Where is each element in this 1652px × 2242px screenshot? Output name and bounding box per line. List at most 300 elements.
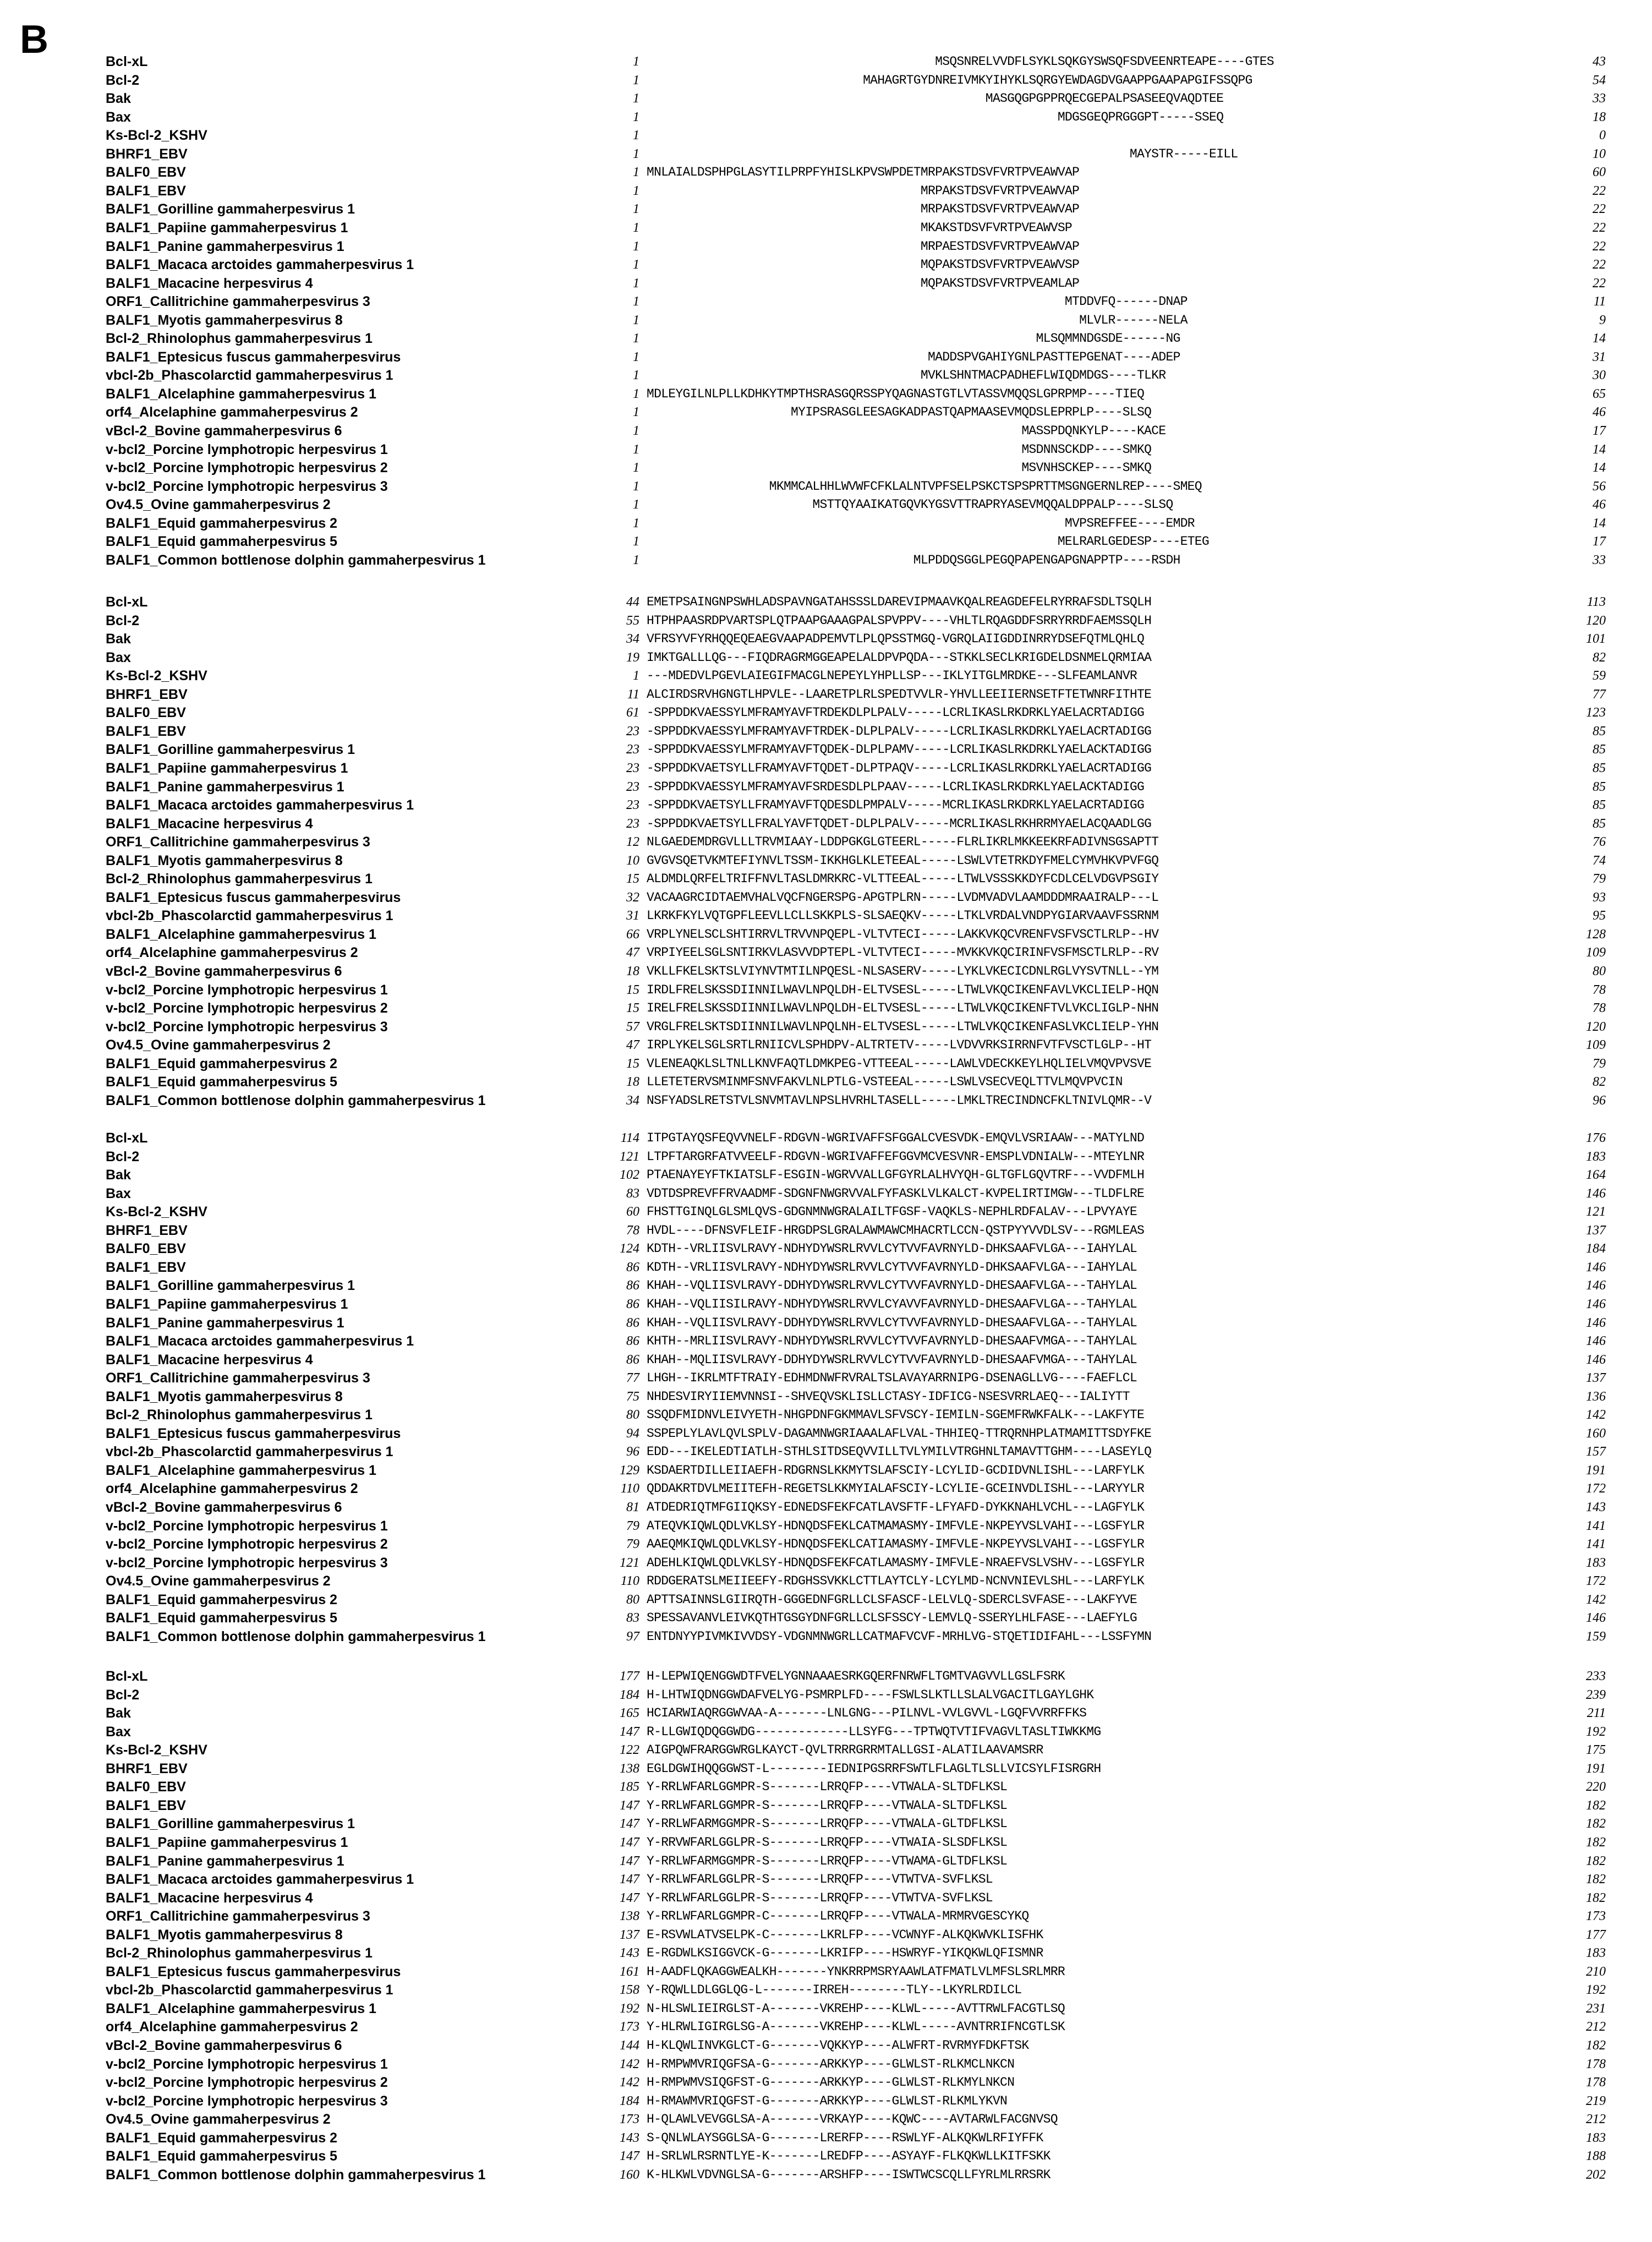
start-position: 31 (626, 909, 639, 923)
alignment-row (0, 1425, 1652, 1443)
alignment-row (0, 1760, 1652, 1778)
species-name: v-bcl2_Porcine lymphotropic herpesvirus 3 (106, 1019, 388, 1035)
species-name: Ks-Bcl-2_KSHV (106, 1204, 207, 1220)
sequence: ---MDEDVLPGEVLAIEGIFMACGLNEPEYLYHPLLSP---IKLYITGLMRDKE---SLFEAMLANVR (647, 669, 1137, 683)
start-position: 1 (633, 146, 639, 161)
end-position: 85 (1593, 724, 1606, 739)
sequence: LLETETERVSMINMFSNVFAKVLNLPTLG-VSTEEAL-----LSWLVSECVEQLTTVLMQVPVCIN (647, 1075, 1123, 1090)
end-position: 160 (1586, 1426, 1606, 1441)
start-position: 1 (633, 183, 639, 198)
sequence: MNLAIALDSPHPGLASYTILPRPFYHISLKPVSWPDETMRPAKSTDSVFVRTPVEAWVAP (647, 165, 1080, 180)
alignment-row (0, 1462, 1652, 1480)
end-position: 137 (1586, 1371, 1606, 1386)
sequence: -SPPDDKVAETSYLLFRALYAVFTQDET-DLPLPALV-----MCRLIKASLRKHRRMYAELACQAADLGG (647, 816, 1152, 831)
alignment-row (0, 293, 1652, 311)
start-position: 23 (626, 724, 639, 739)
species-name: Bcl-2 (106, 1149, 140, 1164)
species-name: vbcl-2b_Phascolarctid gammaherpesvirus 1 (106, 1444, 393, 1460)
species-name: ORF1_Callitrichine gammaherpesvirus 3 (106, 1909, 370, 1924)
sequence: RDDGERATSLMEIIEEFY-RDGHSSVKKLCTTLAYTCLY-LCYLMD-NCNVNIEVLSHL---LARFYLK (647, 1574, 1145, 1589)
species-name: v-bcl2_Porcine lymphotropic herpesvirus 2 (106, 2075, 388, 2091)
species-name: orf4_Alcelaphine gammaherpesvirus 2 (106, 1481, 358, 1497)
start-position: 86 (626, 1278, 639, 1293)
sequence: H-QLAWLVEVGGLSA-A-------VRKAYP----KQWC----AVTARWLFACGNVSQ (647, 2112, 1058, 2127)
end-position: 17 (1593, 534, 1606, 549)
end-position: 79 (1593, 1056, 1606, 1071)
start-position: 23 (626, 761, 639, 775)
alignment-row (0, 1480, 1652, 1498)
alignment-row (0, 1591, 1652, 1609)
alignment-row (0, 1907, 1652, 1926)
start-position: 86 (626, 1260, 639, 1275)
species-name: Bax (106, 1724, 131, 1740)
start-position: 143 (620, 2130, 639, 2145)
species-name: BALF1_Myotis gammaherpesvirus 8 (106, 852, 343, 868)
end-position: 9 (1599, 313, 1606, 327)
alignment-row (0, 1778, 1652, 1796)
end-position: 146 (1586, 1611, 1606, 1626)
species-name: Bcl-2 (106, 613, 140, 628)
sequence: IMKTGALLLQG---FIQDRAGRMGGEAPELALDPVPQDA---STKKLSECLKRIGDELDSNMELQRMIAA (647, 650, 1152, 665)
species-name: Ks-Bcl-2_KSHV (106, 128, 207, 144)
alignment-row (0, 53, 1652, 71)
start-position: 147 (620, 1798, 639, 1813)
start-position: 23 (626, 742, 639, 757)
end-position: 85 (1593, 798, 1606, 813)
end-position: 159 (1586, 1629, 1606, 1644)
alignment-row (0, 630, 1652, 648)
alignment-row (0, 163, 1652, 182)
sequence: K-HLKWLVDVNGLSA-G-------ARSHFP----ISWTWCSCQLLFYRLMLRRSRK (647, 2167, 1051, 2182)
sequence: -SPPDDKVAESSYLMFRAMYAVFSRDESDLPLPAAV-----LCRLIKASLRKDRKLYAELACKTADIGG (647, 779, 1145, 794)
species-name: vbcl-2b_Phascolarctid gammaherpesvirus 1 (106, 368, 393, 384)
species-name: BALF1_Alcelaphine gammaherpesvirus 1 (106, 386, 376, 402)
start-position: 1 (633, 553, 639, 567)
end-position: 11 (1593, 294, 1606, 309)
end-position: 182 (1586, 1872, 1606, 1887)
species-name: Bax (106, 649, 131, 665)
species-name: BALF1_Common bottlenose dolphin gammaherpesvirus 1 (106, 1092, 486, 1108)
start-position: 83 (626, 1186, 639, 1201)
species-name: ORF1_Callitrichine gammaherpesvirus 3 (106, 294, 370, 310)
sequence: H-AADFLQKAGGWEALKH-------YNKRRPMSRYAAWLATFMATLVLMFSLSRLMRR (647, 1964, 1065, 1979)
alignment-row (0, 2110, 1652, 2129)
sequence: H-SRLWLRSRNTLYE-K-------LREDFP----ASYAYF-FLKQKWLLKITFSKK (647, 2149, 1051, 2164)
end-position: 120 (1586, 613, 1606, 628)
alignment-row (0, 1944, 1652, 1962)
end-position: 93 (1593, 890, 1606, 905)
alignment-row (0, 1609, 1652, 1627)
end-position: 146 (1586, 1278, 1606, 1293)
alignment-row (0, 478, 1652, 496)
sequence: SPESSAVANVLEIVKQTHTGSGYDNFGRLLCLSFSSCY-LEMVLQ-SSERYLHLFASE---LAEFYLG (647, 1611, 1137, 1626)
species-name: BALF1_Common bottlenose dolphin gammaherpesvirus 1 (106, 1628, 486, 1644)
sequence: MAHAGRTGYDNREIVMKYIHYKLSQRGYEWDAGDVGAAPPGAAPAPGIFSSQPG (647, 73, 1252, 88)
sequence: PTAENAYEYFTKIATSLF-ESGIN-WGRVVALLGFGYRLALHVYQH-GLTGFLGQVTRF---VVDFMLH (647, 1168, 1145, 1183)
alignment-row (0, 649, 1652, 667)
end-position: 22 (1593, 220, 1606, 235)
alignment-row (0, 200, 1652, 218)
end-position: 146 (1586, 1297, 1606, 1311)
alignment-row (0, 1332, 1652, 1350)
species-name: orf4_Alcelaphine gammaherpesvirus 2 (106, 2019, 358, 2035)
alignment-row (0, 1351, 1652, 1369)
start-position: 1 (633, 405, 639, 420)
species-name: Bcl-xL (106, 1669, 148, 1684)
sequence: E-RGDWLKSIGGVCK-G-------LKRIFP----HSWRYF-YIKQKWLQFISMNR (647, 1946, 1043, 1961)
species-name: BALF1_Panine gammaherpesvirus 1 (106, 779, 344, 795)
alignment-row (0, 741, 1652, 759)
alignment-row (0, 1443, 1652, 1461)
species-name: Bak (106, 1167, 131, 1183)
alignment-row (0, 870, 1652, 888)
species-name: vBcl-2_Bovine gammaherpesvirus 6 (106, 1500, 342, 1515)
end-position: 192 (1586, 1983, 1606, 1998)
end-position: 175 (1586, 1743, 1606, 1758)
alignment-row (0, 815, 1652, 833)
alignment-row (0, 275, 1652, 293)
species-name: BALF1_Papiine gammaherpesvirus 1 (106, 760, 348, 776)
species-name: Ks-Bcl-2_KSHV (106, 1742, 207, 1758)
alignment-row (0, 1314, 1652, 1332)
species-name: BALF1_EBV (106, 1797, 186, 1813)
start-position: 1 (633, 220, 639, 235)
start-position: 34 (626, 632, 639, 647)
alignment-row (0, 1815, 1652, 1833)
end-position: 31 (1593, 349, 1606, 364)
start-position: 124 (620, 1242, 639, 1256)
alignment-row (0, 1388, 1652, 1406)
sequence: Y-RRLWFARLGGLPR-S-------LRRQFP----VTWTVA-SVFLKSL (647, 1890, 993, 1905)
sequence: MLSQMMNDGSDE------NG (647, 331, 1180, 346)
sequence: ADEHLKIQWLQDLVKLSY-HDNQDSFEKFCATLAMASMY-IMFVLE-NRAEFVSLVSHV---LGSFYLR (647, 1555, 1145, 1570)
sequence: KHTH--MRLIISVLRAVY-NDHYDYWSRLRVVLCYTVVFAVRNYLD-DHESAAFVMGA---TAHYLAL (647, 1334, 1137, 1349)
end-position: 202 (1586, 2167, 1606, 2182)
sequence: MLPDDQSGGLPEGQPAPENGAPGNAPPTP----RSDH (647, 553, 1180, 567)
start-position: 1 (633, 276, 639, 291)
end-position: 14 (1593, 516, 1606, 531)
start-position: 110 (620, 1574, 639, 1589)
alignment-row (0, 704, 1652, 722)
sequence: MRPAKSTDSVFVRTPVEAWVAP (647, 202, 1080, 217)
end-position: 95 (1593, 909, 1606, 923)
alignment-row (0, 311, 1652, 330)
alignment-row (0, 496, 1652, 514)
start-position: 60 (626, 1205, 639, 1220)
end-position: 33 (1593, 91, 1606, 106)
end-position: 188 (1586, 2149, 1606, 2164)
sequence: AAEQMKIQWLQDLVKLSY-HDNQDSFEKLCATIAMASMY-IMFVLE-NKPEYVSLVAHI---LGSFYLR (647, 1537, 1145, 1552)
start-position: 1 (633, 128, 639, 143)
alignment-row (0, 515, 1652, 533)
sequence: FHSTTGINQLGLSMLQVS-GDGNMNWGRALAILTFGSF-VAQKLS-NEPHLRDFALAV---LPVYAYE (647, 1205, 1137, 1220)
start-position: 138 (620, 1909, 639, 1924)
sequence: E-RSVWLATVSELPK-C-------LKRLFP----VCWNYF-ALKQKWVKLISFHK (647, 1927, 1043, 1942)
species-name: ORF1_Callitrichine gammaherpesvirus 3 (106, 834, 370, 850)
start-position: 1 (633, 386, 639, 401)
end-position: 33 (1593, 553, 1606, 567)
sequence: IRDLFRELSKSSDIINNILWAVLNPQLDH-ELTVSESL-----LTWLVKQCIKENFAVLVKCLIELP-HQN (647, 982, 1159, 997)
sequence: MSDNNSCKDP----SMKQ (647, 442, 1152, 457)
species-name: BHRF1_EBV (106, 686, 188, 702)
species-name: vBcl-2_Bovine gammaherpesvirus 6 (106, 964, 342, 979)
end-position: 212 (1586, 2112, 1606, 2127)
sequence: LKRKFKYLVQTGPFLEEVLLCLLSKKPLS-SLSAEQKV-----LTKLVRDALVNDPYGIARVAAVFSSRNM (647, 909, 1159, 923)
end-position: 78 (1593, 1001, 1606, 1016)
alignment-row (0, 348, 1652, 367)
species-name: Ov4.5_Ovine gammaherpesvirus 2 (106, 1573, 331, 1589)
start-position: 147 (620, 1890, 639, 1905)
start-position: 15 (626, 982, 639, 997)
alignment-row (0, 2166, 1652, 2184)
end-position: 54 (1593, 73, 1606, 88)
sequence: GVGVSQETVKMTEFIYNVLTSSM-IKKHGLKLETEEAL-----LSWLVTETRKDYFMELCYMVHKVPVFGQ (647, 853, 1159, 868)
sequence: MQPAKSTDSVFVRTPVEAWVSP (647, 258, 1080, 272)
end-position: 85 (1593, 816, 1606, 831)
end-position: 22 (1593, 183, 1606, 198)
species-name: BALF1_Alcelaphine gammaherpesvirus 1 (106, 1462, 376, 1478)
sequence: MYIPSRASGLEESAGKADPASTQAPMAASEVMQDSLEPRPLP----SLSQ (647, 405, 1152, 420)
species-name: orf4_Alcelaphine gammaherpesvirus 2 (106, 945, 358, 961)
alignment-row (0, 852, 1652, 870)
species-name: Bak (106, 91, 131, 107)
sequence: MSVNHSCKEP----SMKQ (647, 461, 1152, 475)
end-position: 22 (1593, 276, 1606, 291)
alignment-row (0, 385, 1652, 403)
start-position: 158 (620, 1983, 639, 1998)
species-name: Bcl-2_Rhinolophus gammaherpesvirus 1 (106, 1945, 373, 1961)
species-name: BALF1_Macaca arctoides gammaherpesvirus 1 (106, 1333, 414, 1349)
start-position: 86 (626, 1315, 639, 1330)
start-position: 12 (626, 835, 639, 850)
species-name: Bak (106, 1705, 131, 1721)
start-position: 86 (626, 1352, 639, 1367)
alignment-row (0, 1148, 1652, 1166)
sequence: MVPSREFFEE----EMDR (647, 516, 1195, 531)
alignment-row (0, 999, 1652, 1018)
sequence: ATDEDRIQTMFGIIQKSY-EDNEDSFEKFCATLAVSFTF-LFYAFD-DYKKNAHLVCHL---LAGFYLK (647, 1500, 1145, 1514)
sequence: KDTH--VRLIISVLRAVY-NDHYDYWSRLRVVLCYTVVFAVRNYLD-DHKSAAFVLGA---IAHYLAL (647, 1242, 1137, 1256)
alignment-row (0, 1203, 1652, 1221)
species-name: BALF1_Macacine herpesvirus 4 (106, 816, 313, 832)
species-name: BALF1_Eptesicus fuscus gammaherpesvirus (106, 1964, 401, 1979)
alignment-row (0, 330, 1652, 348)
alignment-row (0, 1185, 1652, 1203)
alignment-row (0, 2092, 1652, 2110)
species-name: Bcl-2 (106, 72, 140, 88)
start-position: 137 (620, 1927, 639, 1942)
sequence: Y-RRLWFARMGGMPR-S-------LRRQFP----VTWAMA-GLTDFLKSL (647, 1853, 1008, 1868)
species-name: BALF1_Equid gammaherpesvirus 2 (106, 1056, 337, 1071)
species-name: BALF1_Panine gammaherpesvirus 1 (106, 1853, 344, 1869)
species-name: Ks-Bcl-2_KSHV (106, 668, 207, 684)
sequence: MASSPDQNKYLP----KACE (647, 424, 1166, 438)
species-name: BALF1_Alcelaphine gammaherpesvirus 1 (106, 2000, 376, 2016)
end-position: 142 (1586, 1408, 1606, 1423)
species-name: BALF1_Papiine gammaherpesvirus 1 (106, 1296, 348, 1312)
alignment-row (0, 422, 1652, 440)
end-position: 96 (1593, 1093, 1606, 1108)
species-name: BHRF1_EBV (106, 146, 188, 162)
start-position: 1 (633, 461, 639, 475)
alignment-row (0, 90, 1652, 108)
sequence: KHAH--VQLIISVLRAVY-DDHYDYWSRLRVVLCYTVVFAVRNYLD-DHESAAFVLGA---TAHYLAL (647, 1315, 1137, 1330)
alignment-row (0, 1517, 1652, 1535)
sequence: H-RMPWMVSIQGFST-G-------ARKKYP----GLWLST-RLKMYLNKCN (647, 2075, 1015, 2090)
species-name: Ov4.5_Ovine gammaherpesvirus 2 (106, 2112, 331, 2128)
start-position: 173 (620, 2112, 639, 2127)
alignment-row (0, 2074, 1652, 2092)
sequence: ITPGTAYQSFEQVVNELF-RDGVN-WGRIVAFFSFGGALCVESVDK-EMQVLVSRIAAW---MATYLND (647, 1131, 1145, 1145)
start-position: 55 (626, 613, 639, 628)
end-position: 56 (1593, 479, 1606, 494)
end-position: 76 (1593, 835, 1606, 850)
alignment-row (0, 108, 1652, 127)
species-name: BALF1_Macacine herpesvirus 4 (106, 1890, 313, 1906)
sequence: AIGPQWFRARGGWRGLKAYCT-QVLTRRRGRRMTALLGSI-ALATILAAVAMSRR (647, 1743, 1043, 1758)
alignment-row (0, 1222, 1652, 1240)
start-position: 80 (626, 1592, 639, 1607)
start-position: 44 (626, 595, 639, 609)
end-position: 18 (1593, 110, 1606, 124)
species-name: BALF1_Common bottlenose dolphin gammaherpesvirus 1 (106, 552, 486, 568)
sequence: NSFYADSLRETSTVLSNVMTAVLNPSLHVRHLTASELL-----LMKLTRECINDNCFKLTNIVLQMR--V (647, 1093, 1152, 1108)
start-position: 80 (626, 1408, 639, 1423)
start-position: 129 (620, 1463, 639, 1478)
species-name: BALF1_Macaca arctoides gammaherpesvirus 1 (106, 257, 414, 273)
start-position: 1 (633, 294, 639, 309)
start-position: 102 (620, 1168, 639, 1183)
species-name: v-bcl2_Porcine lymphotropic herpesvirus 2 (106, 460, 388, 476)
species-name: BALF1_Eptesicus fuscus gammaherpesvirus (106, 1425, 401, 1441)
sequence: MSQSNRELVVDFLSYKLSQKGYSWSQFSDVEENRTEAPE----GTES (647, 54, 1274, 69)
sequence: LHGH--IKRLMTFTRAIY-EDHMDNWFRVRALTSLAVAYARRNIPG-DSENAGLLVG----FAEFLCL (647, 1371, 1137, 1386)
end-position: 59 (1593, 669, 1606, 683)
start-position: 165 (620, 1706, 639, 1721)
end-position: 120 (1586, 1019, 1606, 1034)
alignment-row (0, 2018, 1652, 2036)
sequence: HVDL----DFNSVFLEIF-HRGDPSLGRALAWMAWCMHACRTLCCN-QSTPYYVVDLSV---RGMLEAS (647, 1223, 1145, 1238)
start-position: 1 (633, 442, 639, 457)
start-position: 34 (626, 1093, 639, 1108)
alignment-row (0, 1369, 1652, 1387)
sequence: Y-HLRWLIGIRGLSG-A-------VKREHP----KLWL-----AVNTRRIFNCGTLSK (647, 2020, 1065, 2035)
end-position: 239 (1586, 1687, 1606, 1702)
end-position: 22 (1593, 202, 1606, 217)
sequence: MTDDVFQ------DNAP (647, 294, 1188, 309)
start-position: 23 (626, 779, 639, 794)
start-position: 1 (633, 165, 639, 180)
alignment-row (0, 1628, 1652, 1646)
species-name: v-bcl2_Porcine lymphotropic herpesvirus 1 (106, 982, 388, 998)
end-position: 178 (1586, 2075, 1606, 2090)
start-position: 121 (620, 1149, 639, 1164)
alignment-row (0, 1166, 1652, 1184)
species-name: BALF1_Panine gammaherpesvirus 1 (106, 238, 344, 254)
end-position: 210 (1586, 1964, 1606, 1979)
sequence: Y-RRVWFARLGGLPR-S-------LRRQFP----VTWAIA-SLSDFLKSL (647, 1835, 1008, 1850)
sequence: H-RMAWMVRIQGFST-G-------ARKKYP----GLWLST-RLKMLYKVN (647, 2093, 1008, 2108)
start-position: 97 (626, 1629, 639, 1644)
start-position: 142 (620, 2075, 639, 2090)
alignment-row (0, 1834, 1652, 1852)
sequence: MADDSPVGAHIYGNLPASTTEPGENAT----ADEP (647, 349, 1180, 364)
end-position: 78 (1593, 982, 1606, 997)
alignment-row (0, 238, 1652, 256)
alignment-row (0, 1277, 1652, 1295)
sequence: EGLDGWIHQQGGWST-L--------IEDNIPGSRRFSWTLFLAGLTLSLLVICSYLFISRGRH (647, 1761, 1101, 1776)
start-position: 15 (626, 872, 639, 887)
start-position: 83 (626, 1611, 639, 1626)
end-position: 17 (1593, 424, 1606, 438)
end-position: 85 (1593, 742, 1606, 757)
species-name: BALF1_Equid gammaherpesvirus 2 (106, 1592, 337, 1607)
sequence: EMETPSAINGNPSWHLADSPAVNGATAHSSSLDAREVIPMAAVKQALREAGDEFELRYRRAFSDLTSQLH (647, 595, 1152, 609)
sequence: MRPAKSTDSVFVRTPVEAWVAP (647, 183, 1080, 198)
end-position: 0 (1599, 128, 1606, 143)
alignment-row (0, 256, 1652, 274)
alignment-row (0, 1667, 1652, 1686)
alignment-row (0, 1295, 1652, 1314)
end-position: 22 (1593, 258, 1606, 272)
sequence: H-RMPWMVRIQGFSA-G-------ARKKYP----GLWLST-RLKMCLNKCN (647, 2057, 1015, 2071)
sequence: VDTDSPREVFFRVAADMF-SDGNFNWGRVVALFYFASKLVLKALCT-KVPELIRTIMGW---TLDFLRE (647, 1186, 1145, 1201)
start-position: 1 (633, 424, 639, 438)
end-position: 136 (1586, 1389, 1606, 1404)
start-position: 1 (633, 516, 639, 531)
end-position: 142 (1586, 1592, 1606, 1607)
sequence: VRPLYNELSCLSHTIRRVLTRVVNPQEPL-VLTVTECI-----LAKKVKQCVRENFVSFVSCTLRLP--HV (647, 927, 1159, 942)
species-name: BALF1_Myotis gammaherpesvirus 8 (106, 1388, 343, 1404)
species-name: BALF1_Eptesicus fuscus gammaherpesvirus (106, 349, 401, 365)
end-position: 191 (1586, 1761, 1606, 1776)
sequence: SSPEPLYLAVLQVLSPLV-DAGAMNWGRIAAALAFLVAL-THHIEQ-TTRQRNHPLATMAMITTSDYFKE (647, 1426, 1152, 1441)
start-position: 144 (620, 2038, 639, 2053)
species-name: BALF1_Panine gammaherpesvirus 1 (106, 1315, 344, 1331)
sequence: HTPHPAASRDPVARTSPLQTPAAPGAAAGPALSPVPPV----VHLTLRQAGDDFSRRYRRDFAEMSSQLH (647, 613, 1152, 628)
species-name: v-bcl2_Porcine lymphotropic herpesvirus 2 (106, 1536, 388, 1552)
species-name: vbcl-2b_Phascolarctid gammaherpesvirus 1 (106, 1982, 393, 1998)
sequence: Y-RRLWFARLGGMPR-C-------LRRQFP----VTWALA-MRMRVGESCYKQ (647, 1909, 1029, 1924)
species-name: BALF1_Eptesicus fuscus gammaherpesvirus (106, 889, 401, 905)
end-position: 113 (1587, 595, 1606, 609)
alignment-row (0, 612, 1652, 630)
end-position: 77 (1593, 687, 1606, 702)
alignment-row (0, 551, 1652, 570)
alignment-row (0, 2147, 1652, 2166)
species-name: BHRF1_EBV (106, 1760, 188, 1776)
sequence: SSQDFMIDNVLEIVYETH-NHGPDNFGKMMAVLSFVSCY-IEMILN-SGEMFRWKFALK---LAKFYTE (647, 1408, 1145, 1423)
alignment-row (0, 759, 1652, 778)
alignment-row (0, 1406, 1652, 1424)
sequence: H-LEPWIQENGGWDTFVELYGNNAAAESRKGQERFNRWFLTGMTVAGVVLLGSLFSRK (647, 1669, 1065, 1683)
end-position: 141 (1586, 1518, 1606, 1533)
start-position: 61 (626, 706, 639, 720)
sequence: KDTH--VRLIISVLRAVY-NDHYDYWSRLRVVLCYTVVFAVRNYLD-DHKSAAFVLGA---IAHYLAL (647, 1260, 1137, 1275)
end-position: 74 (1593, 853, 1606, 868)
species-name: Bak (106, 631, 131, 647)
species-name: BALF0_EBV (106, 165, 186, 181)
end-position: 22 (1593, 239, 1606, 254)
end-position: 172 (1586, 1574, 1606, 1589)
start-position: 147 (620, 1817, 639, 1831)
species-name: v-bcl2_Porcine lymphotropic herpesvirus 3 (106, 2093, 388, 2109)
alignment-row (0, 778, 1652, 796)
end-position: 184 (1586, 1242, 1606, 1256)
start-position: 86 (626, 1297, 639, 1311)
end-position: 177 (1586, 1927, 1606, 1942)
start-position: 147 (620, 1724, 639, 1739)
